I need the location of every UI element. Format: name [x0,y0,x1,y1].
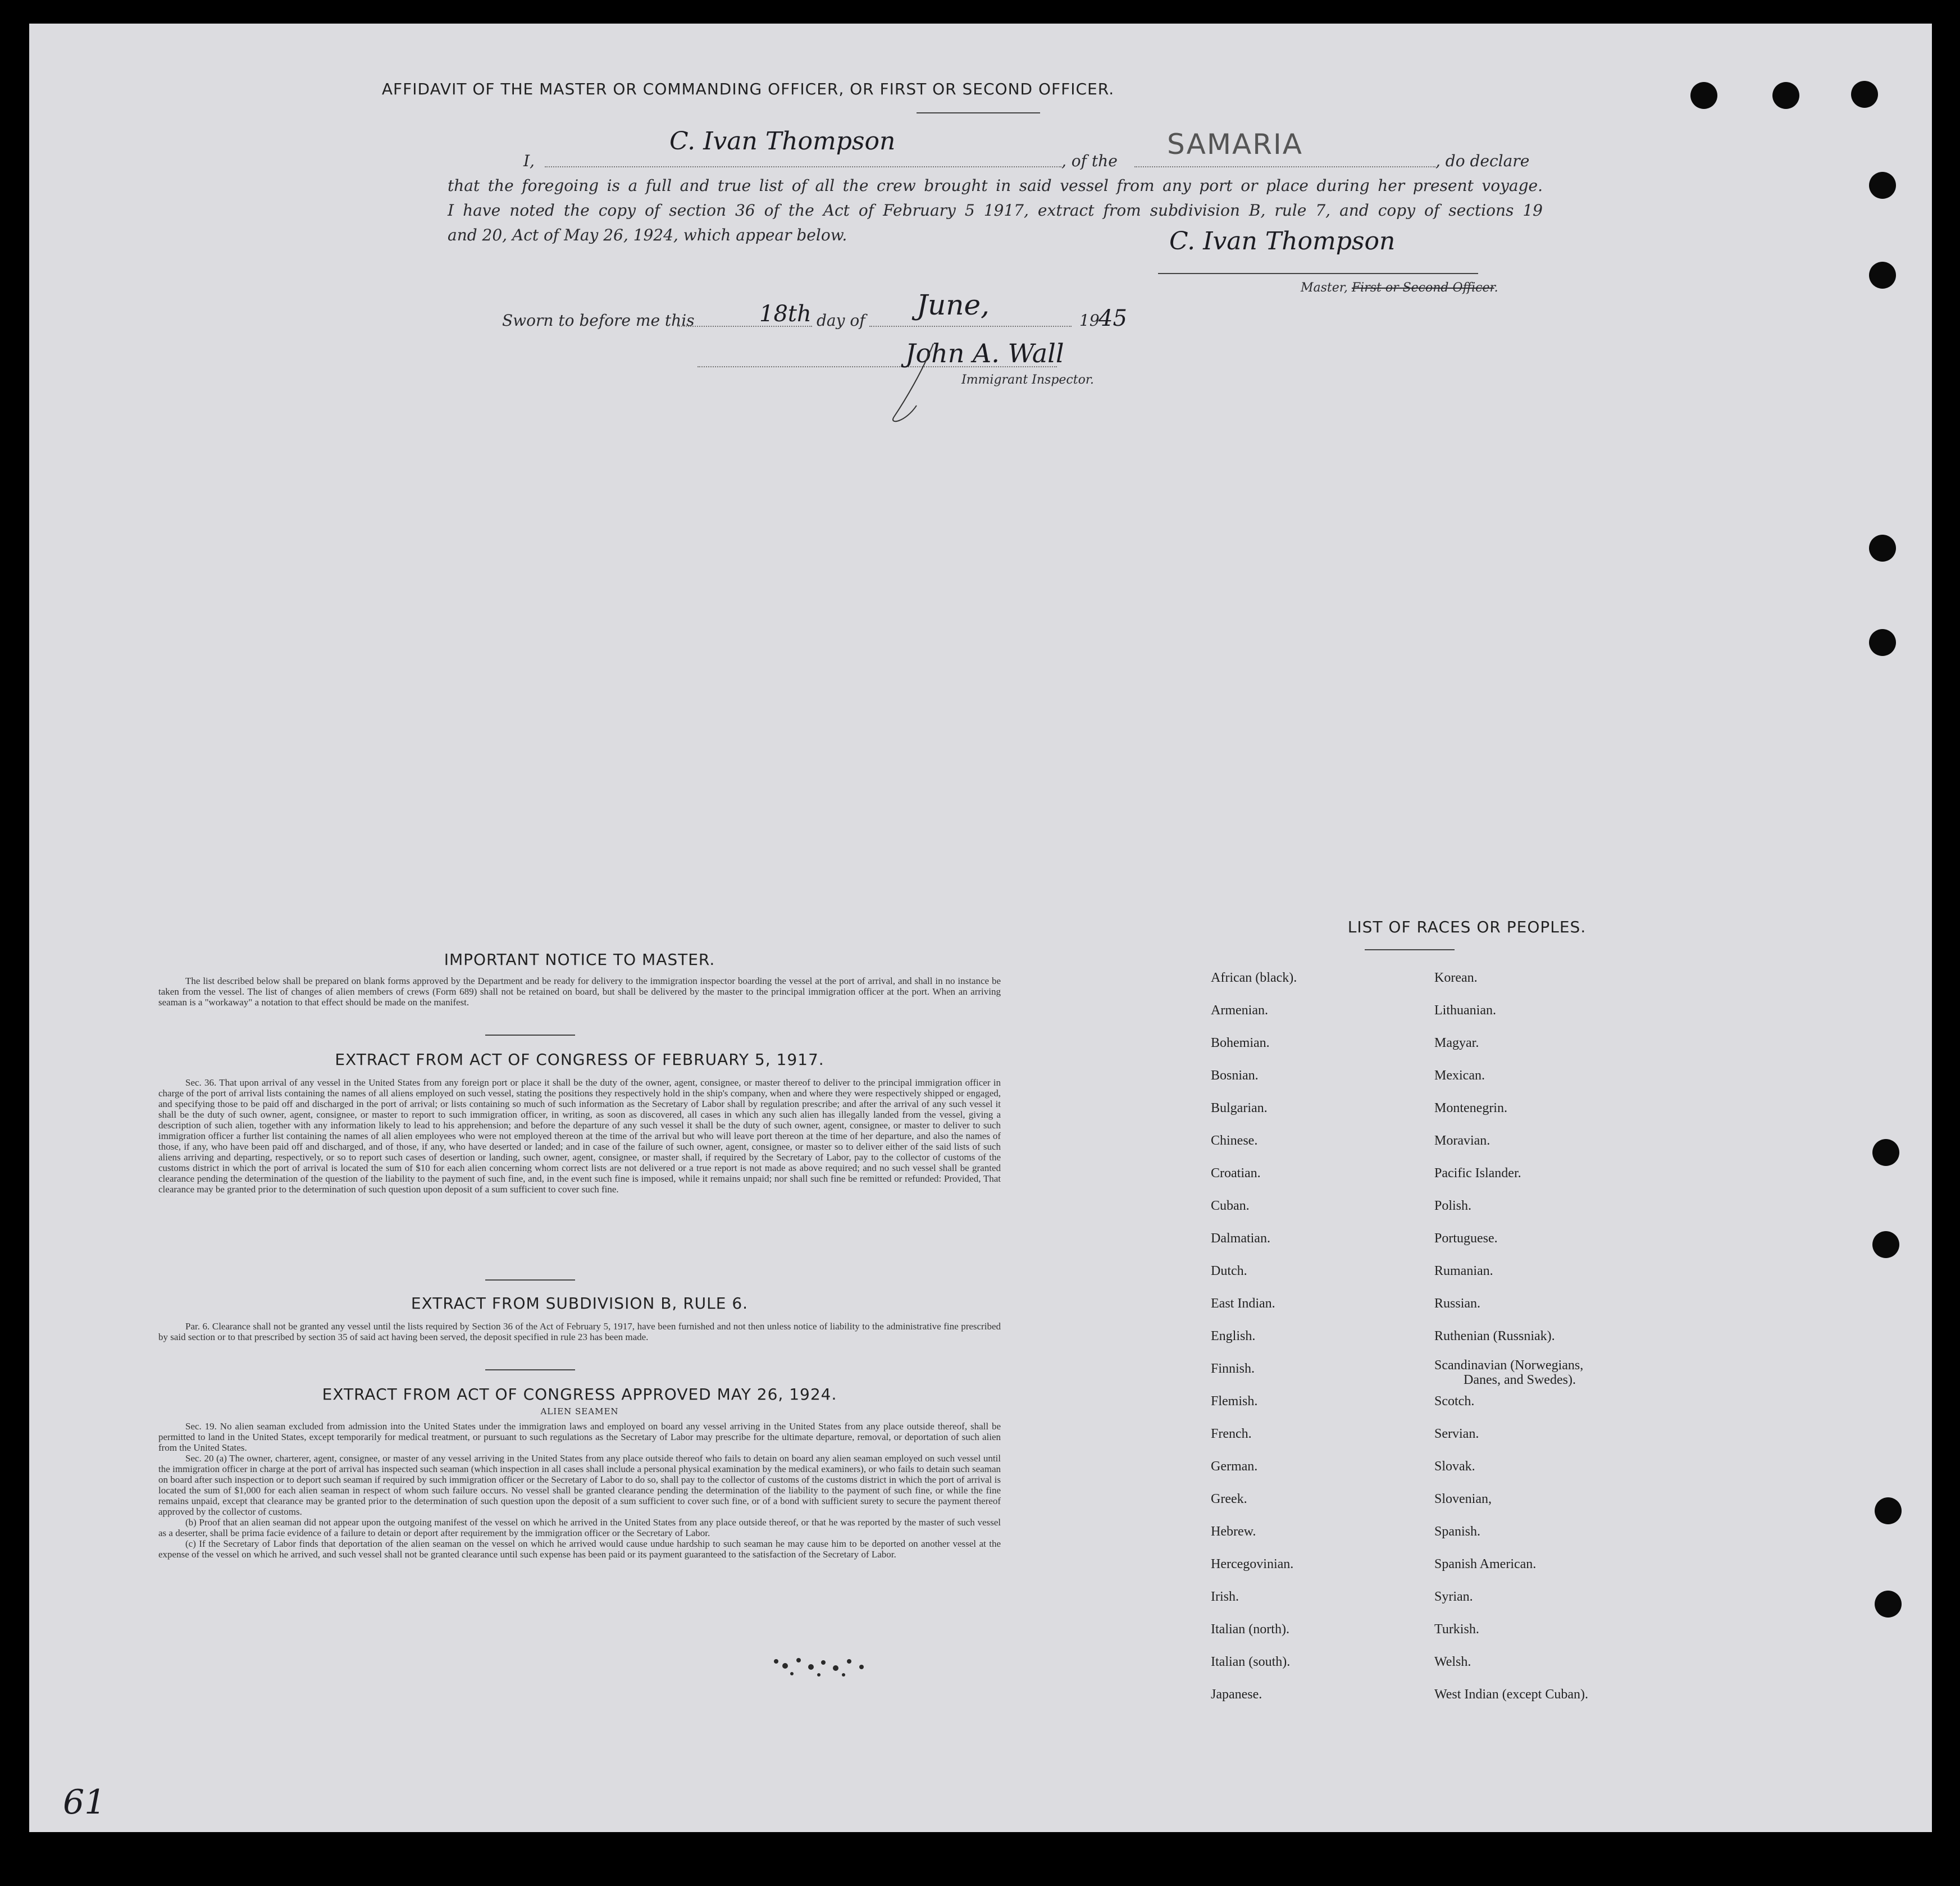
alien-seamen-subtitle: ALIEN SEAMEN [540,1406,619,1416]
race-left: Japanese. [1211,1687,1262,1702]
race-right: Spanish. [1434,1524,1481,1539]
divider [485,1369,575,1370]
affidavit-line-3: I have noted the copy of section 36 of the Act of February 5 1917, extract from subdivision B, rule 7, and copy of sections 19 [448,201,1543,220]
race-left: East Indian. [1211,1296,1275,1311]
race-right: Servian. [1434,1427,1479,1441]
race-left: Dutch. [1211,1264,1247,1278]
divider [485,1279,575,1281]
race-left: Armenian. [1211,1003,1268,1018]
race-right: Ruthenian (Russniak). [1434,1329,1555,1343]
notice-title: IMPORTANT NOTICE TO MASTER. [444,950,715,969]
inspector-signature: John A. Wall [905,338,1064,368]
name-line [545,166,1061,167]
subdivision-b-title: EXTRACT FROM SUBDIVISION B, RULE 6. [411,1294,749,1313]
sworn-month: June, [917,289,990,321]
race-left: Cuban. [1211,1199,1250,1213]
race-right: Scotch. [1434,1394,1475,1409]
month-line [869,326,1072,327]
affidavit-line-4: and 20, Act of May 26, 1924, which appear below. [448,226,847,244]
race-left: English. [1211,1329,1256,1343]
race-right: West Indian (except Cuban). [1434,1687,1588,1702]
race-right: Welsh. [1434,1655,1471,1669]
race-left: Italian (south). [1211,1655,1291,1669]
day-of-label: day of [817,311,865,330]
binder-hole [1869,172,1896,199]
year-prefix: 19 [1079,311,1100,330]
race-right: Montenegrin. [1434,1101,1507,1115]
extract-1917-title: EXTRACT FROM ACT OF CONGRESS OF FEBRUARY 5, 1917. [335,1050,824,1069]
i-label: I, [523,152,535,170]
race-right: Korean. [1434,971,1478,985]
race-right: Portuguese. [1434,1231,1498,1246]
race-left: Flemish. [1211,1394,1258,1409]
binder-hole [1851,81,1878,108]
title-divider [917,112,1040,113]
race-left: Irish. [1211,1589,1239,1604]
vessel-stamp: SAMARIA [1167,128,1303,161]
binder-hole [1872,1139,1899,1166]
extract-1924-text: Sec. 19. No alien seaman excluded from admission into the United States under the immigration laws and employed on board any vessel arriving in the United States from any place outside thereof, shall be permitted to land in the United States, except temporarily for medical treatment, or pursuant to such regulations as the Secretary of Labor may prescribe for the ultimate departure, removal, or deportation of such alien from the United States. Sec. 20 (a) The owner, charterer, agent, consignee, or master of any vessel arriving in the United States from any place outside thereof who fails to detain on board any alien seaman employed on such vessel until the immigration officer in charge at the port of arrival has inspected such seaman (which inspection in all cases shall include a personal physical examination by the medical examiners), or who fails to detain such seaman on board after such inspection or to deport such seaman if required by such immigration officer or the Secretary of Labor to do so, shall pay to the collector of customs of the customs district in which the port of arrival is located the sum of $1,000 for each alien seaman in respect of whom such failure occurs. No vessel shall be granted clearance pending the determination of the liability to the payment of such fine, or while the fine remains unpaid, except that clearance may be granted prior to the determination of such question upon the deposit of a sum sufficient to cover such fine, or of a bond with sufficient surety to secure the payment thereof approved by the collector of customs. (b) Proof that an alien seaman did not appear upon the outgoing manifest of the vessel on which he arrived in the United States from any place outside thereof, or that he was reported by the master of such vessel as a deserter, shall be prima facie evidence of a failure to detain or deport after requirement by the immigration officer or the Secretary of Labor. (c) If the Secretary of Labor finds that deportation of the alien seaman on the vessel on which he arrived would cause undue hardship to such seaman he may cause him to be deported on another vessel at the expense of the vessel on which he arrived, and such vessel shall not be granted clearance until such expense has been paid or its payment guaranteed to the satisfaction of the Secretary of Labor. [158,1421,1001,1560]
subdivision-b-text: Par. 6. Clearance shall not be granted any vessel until the lists required by Section 36 of the Act of February 5, 1917, have been furnished and not then unless notice of liability to the administrative fine prescribed by said section or to that prescribed by section 35 of said act having been served, the deposit specified in rule 23 has been made. [158,1321,1001,1342]
race-left: Bulgarian. [1211,1101,1268,1115]
ink-smudge [765,1650,900,1684]
signature-line [1158,273,1478,274]
master-signature: C. Ivan Thompson [1169,227,1396,256]
binder-hole [1875,1591,1902,1618]
race-left: German. [1211,1459,1258,1474]
do-declare-label: , do declare [1435,152,1530,170]
binder-hole [1869,535,1896,562]
race-right: Syrian. [1434,1589,1473,1604]
binder-hole [1869,262,1896,289]
sworn-day: 18th [759,301,812,327]
race-right: Slovenian, [1434,1492,1492,1506]
binder-hole [1690,82,1717,109]
race-right: Magyar. [1434,1036,1479,1050]
notice-text: The list described below shall be prepared on blank forms approved by the Department and be ready for delivery to the immigration inspector boarding the vessel at the port of arrival, and shall in no instance be taken from the vessel. The list of changes of alien members of crews (Form 689) shall not be retained on board, but shall be delivered by the master to the principal immigration officer at the port. When an arriving seaman is a "workaway" a notation to that effect should be made on the manifest. [158,976,1001,1008]
race-right: Turkish. [1434,1622,1479,1637]
race-left: Bosnian. [1211,1068,1259,1083]
race-right: Rumanian. [1434,1264,1493,1278]
race-left: Croatian. [1211,1166,1261,1181]
race-right: Pacific Islander. [1434,1166,1521,1181]
race-right: Polish. [1434,1199,1472,1213]
race-right: Lithuanian. [1434,1003,1496,1018]
race-right: Russian. [1434,1296,1481,1311]
race-left: African (black). [1211,971,1297,985]
race-right: Spanish American. [1434,1557,1537,1571]
sworn-label: Sworn to before me this [502,311,695,330]
race-right: Moravian. [1434,1133,1490,1148]
affidavit-title: AFFIDAVIT OF THE MASTER OR COMMANDING OFFICER, OR FIRST OR SECOND OFFICER. [381,80,1115,98]
race-left: Hebrew. [1211,1524,1256,1539]
binder-hole [1869,629,1896,656]
binder-hole [1875,1497,1902,1524]
race-left: Italian (north). [1211,1622,1289,1637]
master-title: Master, First or Second Officer. [1301,281,1498,295]
race-left: Bohemian. [1211,1036,1270,1050]
signature-flourish [883,338,950,428]
races-title: LIST OF RACES OR PEOPLES. [1347,918,1587,936]
vessel-line [1134,166,1435,167]
affidavit-line-2: that the foregoing is a full and true list of all the crew brought in said vessel from any port or place during her present voyage. [448,176,1543,195]
race-left: French. [1211,1427,1252,1441]
divider [1365,949,1455,950]
race-left: Hercegovinian. [1211,1557,1294,1571]
extract-1924-title: EXTRACT FROM ACT OF CONGRESS APPROVED MAY 26, 1924. [322,1385,837,1404]
of-the-label: , of the [1061,152,1118,170]
inspector-title: Immigrant Inspector. [961,373,1094,387]
sworn-year: 45 [1098,306,1127,331]
race-left: Finnish. [1211,1361,1255,1376]
race-right: Mexican. [1434,1068,1485,1083]
race-left: Chinese. [1211,1133,1258,1148]
margin-note: 61 [63,1783,106,1822]
race-left: Greek. [1211,1492,1247,1506]
extract-1917-text: Sec. 36. That upon arrival of any vessel in the United States from any foreign port or place it shall be the duty of the owner, agent, consignee, or master thereof to deliver to the principal immigration officer in charge of the port of arrival lists containing the names of all aliens employed on such vessel, stating the positions they respectively hold in the ship's company, when and where they were respectively shipped or engaged, and specifying those to be paid off and discharged in the port of arrival; or lists containing so much of such information as the Secretary of Labor shall by regulation prescribe; and after the arrival of any such vessel it shall be the duty of such owner, agent, consignee, or master to report to such immigration officer, in writing, as soon as discovered, all cases in which any such alien has illegally landed from the vessel, giving a description of such alien, together with any information likely to lead to his apprehension; and before the departure of any such vessel it shall be the duty of such owner, agent, consignee, or master to deliver to such immigration officer a further list containing the names of all alien employees who were not employed thereon at the time of the arrival but who will leave port thereon at the time of her departure, and also the names of those, if any, who have been paid off and discharged, and of those, if any, who have deserted or landed; and in case of the failure of such owner, agent, consignee, or master so to deliver either of the said lists of such aliens arriving and departing, respectively, or so to report such cases of desertion or landing, such owner, agent, consignee, or master shall, if required by the Secretary of Labor, pay to the collector of customs of the customs district in which the port of arrival is located the sum of $10 for each alien concerning whom correct lists are not delivered or a true report is not made as above required; and no such vessel shall be granted clearance pending the determination of the question of the liability to the payment of such fine, and, in the event such fine is imposed, while it remains unpaid; nor shall such fine be remitted or refunded: Provided, That clearance may be granted prior to the determination of such question upon deposit of a sum sufficient to cover such fine. [158,1077,1001,1195]
divider [485,1035,575,1036]
binder-hole [1872,1231,1899,1258]
race-left: Dalmatian. [1211,1231,1270,1246]
document-page [29,24,1932,1832]
binder-hole [1772,82,1799,109]
race-right-multiline: Scandinavian (Norwegians, Danes, and Swedes). [1434,1358,1584,1387]
race-right: Slovak. [1434,1459,1475,1474]
master-name: C. Ivan Thompson [669,127,896,156]
